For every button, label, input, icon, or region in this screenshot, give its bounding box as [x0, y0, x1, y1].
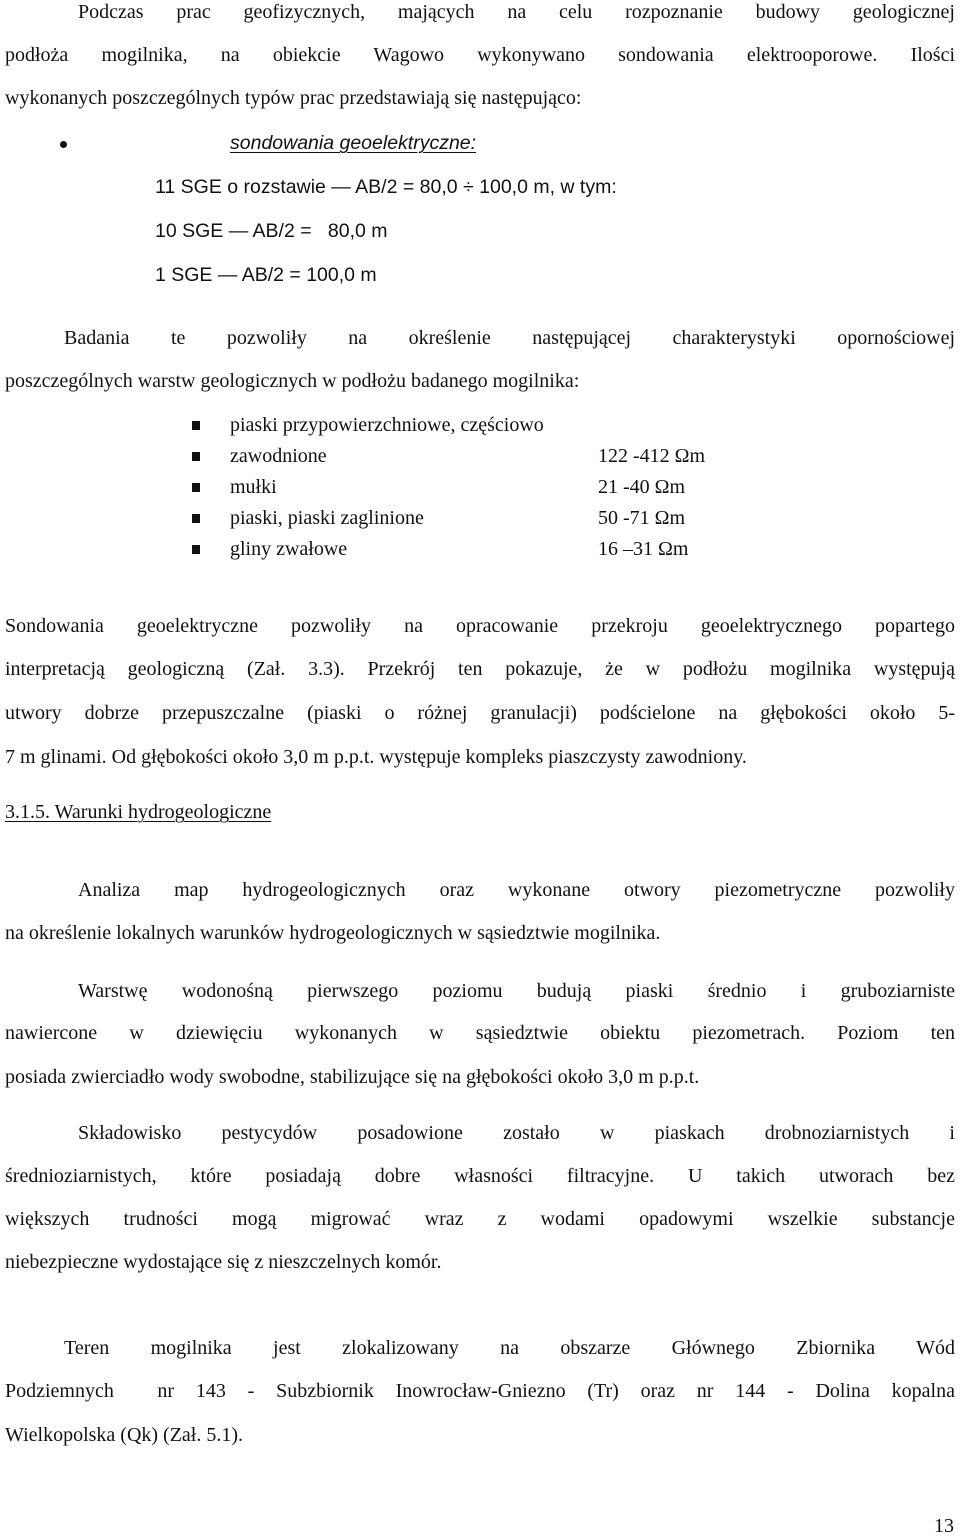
sge-line: 1 SGE — AB/2 = 100,0 m	[155, 264, 377, 286]
bullet-square-icon	[192, 452, 200, 461]
bullet-square-icon	[192, 421, 200, 430]
bullet-icon	[60, 141, 67, 148]
paragraph-line: Analiza map hydrogeologicznych oraz wykonane otwory piezometryczne pozwoliły	[78, 879, 955, 901]
page-number: 13	[934, 1515, 954, 1537]
paragraph-line: Warstwę wodonośną pierwszego poziomu budują piaski średnio i gruboziarniste	[78, 980, 955, 1002]
section-heading: 3.1.5. Warunki hydrogeologiczne	[5, 801, 272, 823]
paragraph-line: na określenie lokalnych warunków hydrogeologicznych w sąsiedztwie mogilnika.	[5, 922, 661, 944]
paragraph-line: wykonanych poszczególnych typów prac przedstawiają się następująco:	[5, 87, 582, 109]
layer-name: piaski, piaski zaglinione	[230, 507, 424, 529]
paragraph-line: 7 m glinami. Od głębokości około 3,0 m p.p.t. występuje kompleks piaszczysty zawodniony.	[5, 746, 747, 768]
bullet-square-icon	[192, 545, 200, 554]
paragraph-line: poszczególnych warstw geologicznych w podłożu badanego mogilnika:	[5, 370, 580, 392]
paragraph-line: Teren mogilnika jest zlokalizowany na obszarze Głównego Zbiornika Wód	[64, 1337, 955, 1359]
paragraph-line: Badania te pozwoliły na określenie następującej charakterystyki opornościowej	[64, 327, 955, 349]
sge-heading: sondowania geoelektryczne:	[230, 132, 477, 154]
paragraph-line: niebezpieczne wydostające się z nieszczelnych komór.	[5, 1251, 442, 1273]
bullet-square-icon	[192, 514, 200, 523]
paragraph-line: Składowisko pestycydów posadowione zostało w piaskach drobnoziarnistych i	[78, 1122, 955, 1144]
sge-line: 11 SGE o rozstawie — AB/2 = 80,0 ÷ 100,0 m, w tym:	[155, 176, 617, 198]
layer-value: 122 -412 Ωm	[598, 445, 706, 467]
paragraph-line: nawiercone w dziewięciu wykonanych w sąsiedztwie obiektu piezometrach. Poziom ten	[5, 1022, 955, 1044]
paragraph-line: podłoża mogilnika, na obiekcie Wagowo wykonywano sondowania elektrooporowe. Ilości	[5, 44, 955, 66]
layer-name: piaski przypowierzchniowe, częściowo	[230, 414, 544, 436]
layer-name: gliny zwałowe	[230, 538, 348, 560]
layer-name: mułki	[230, 476, 277, 498]
layer-value: 21 -40 Ωm	[598, 476, 686, 498]
paragraph-line: Sondowania geoelektryczne pozwoliły na opracowanie przekroju geoelektrycznego popartego	[5, 615, 955, 637]
paragraph-line: większych trudności mogą migrować wraz z wodami opadowymi wszelkie substancje	[5, 1208, 955, 1230]
bullet-square-icon	[192, 483, 200, 492]
paragraph-line: posiada zwierciadło wody swobodne, stabilizujące się na głębokości około 3,0 m p.p.t.	[5, 1066, 700, 1088]
paragraph-line: Podczas prac geofizycznych, mających na celu rozpoznanie budowy geologicznej	[78, 1, 955, 23]
paragraph-line: Wielkopolska (Qk) (Zał. 5.1).	[5, 1424, 244, 1446]
sge-line: 10 SGE — AB/2 = 80,0 m	[155, 220, 388, 242]
layer-value: 16 –31 Ωm	[598, 538, 689, 560]
layer-name: zawodnione	[230, 445, 327, 467]
paragraph-line: średnioziarnistych, które posiadają dobre własności filtracyjne. U takich utworach bez	[5, 1165, 955, 1187]
layer-value: 50 -71 Ωm	[598, 507, 686, 529]
paragraph-line: interpretacją geologiczną (Zał. 3.3). Przekrój ten pokazuje, że w podłożu mogilnika występują	[5, 658, 955, 680]
paragraph-line: utwory dobrze przepuszczalne (piaski o różnej granulacji) podścielone na głębokości około 5-	[5, 702, 955, 724]
paragraph-line: Podziemnych nr 143 - Subzbiornik Inowrocław-Gniezno (Tr) oraz nr 144 - Dolina kopalna	[5, 1380, 955, 1402]
